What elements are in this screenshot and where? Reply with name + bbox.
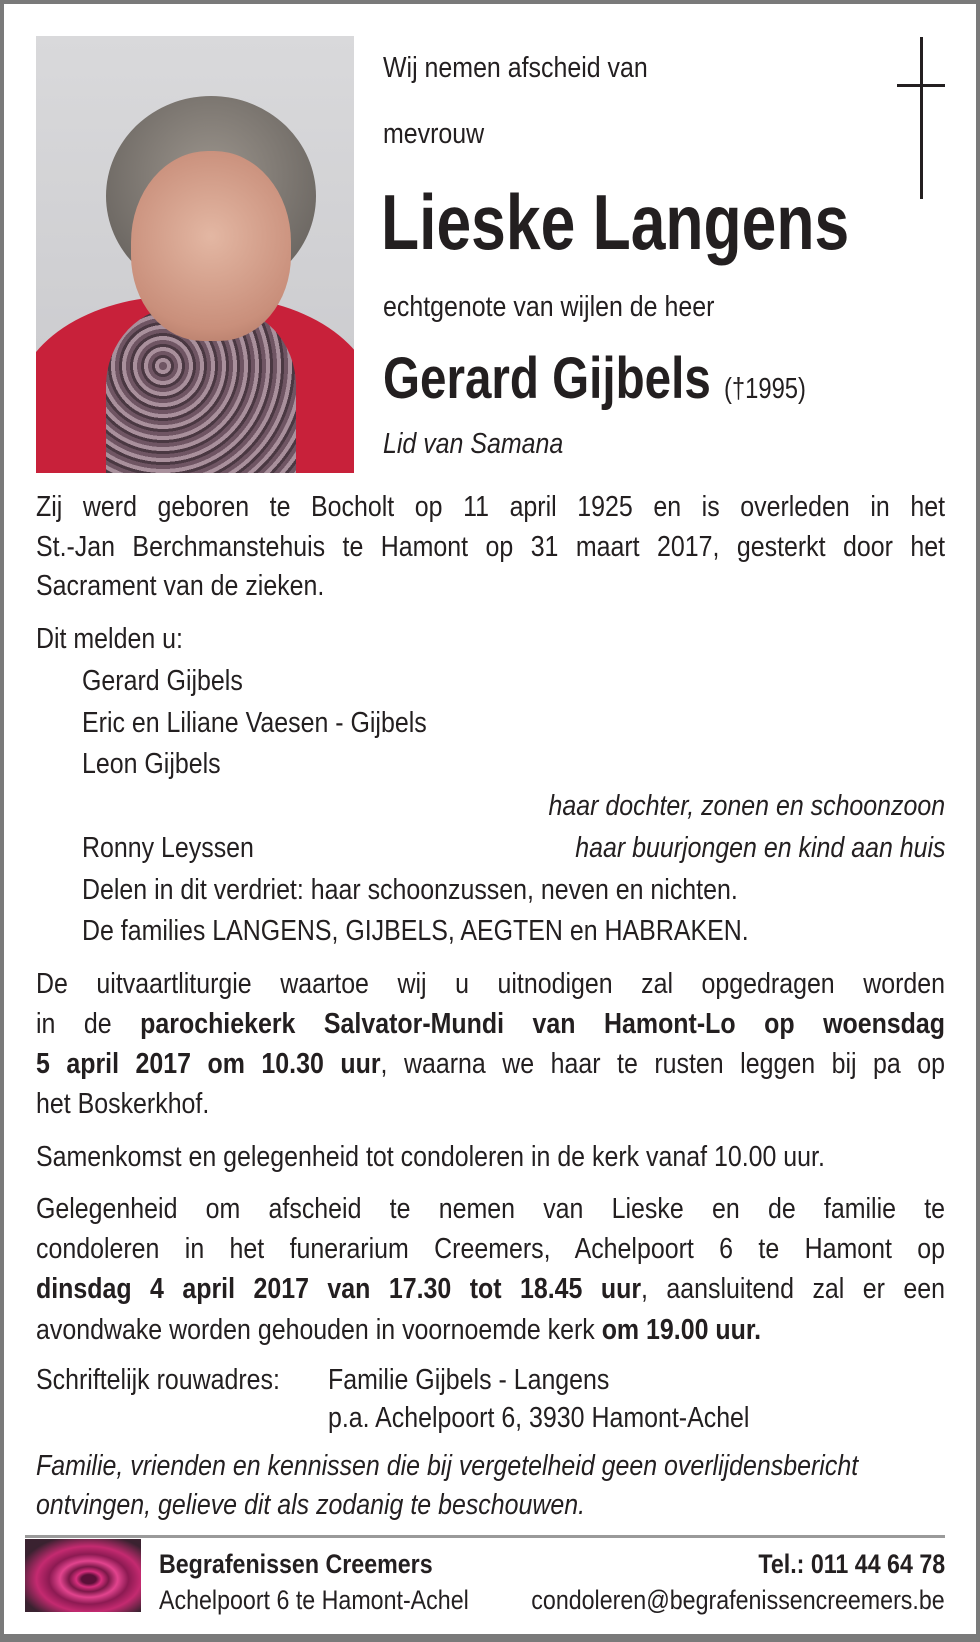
funeral-text: , waarna we haar te rusten leggen bij pa op (380, 1048, 946, 1080)
cross-icon-bar (897, 84, 945, 87)
spouse-death-year: (†1995) (723, 373, 806, 405)
title-prefix: mevrouw (383, 118, 485, 150)
cross-icon (920, 37, 923, 199)
family-role: haar dochter, zonen en schoonzoon (548, 790, 945, 822)
relation-text: echtgenote van wijlen de heer (383, 291, 715, 323)
family-name: Gerard Gijbels (82, 665, 243, 697)
shared-grief: Delen in dit verdriet: haar schoonzussen, neven en nichten. (82, 874, 738, 906)
rose-image (25, 1539, 141, 1612)
funeral-line (36, 1004, 945, 1044)
portrait-photo (36, 36, 354, 473)
neighbour-role: haar buurjongen en kind aan huis (574, 832, 945, 864)
funeral-line: De uitvaartliturgie waartoe wij u uitnodigen zal opgedragen worden (36, 968, 946, 1000)
funeral-line (36, 1044, 945, 1084)
visit-line: condoleren in het funerarium Creemers, Achelpoort 6 te Hamont op (36, 1233, 946, 1265)
gathering-text: Samenkomst en gelegenheid tot condoleren in de kerk vanaf 10.00 uur. (36, 1141, 825, 1173)
address-line: p.a. Achelpoort 6, 3930 Hamont-Achel (328, 1402, 750, 1434)
visit-text: , aansluitend zal er een (641, 1273, 946, 1305)
vigil-time: om 19.00 uur. (601, 1314, 762, 1346)
visit-line (36, 1310, 761, 1350)
membership-text: Lid van Samana (383, 428, 564, 460)
family-intro: Dit melden u: (36, 623, 183, 655)
visit-date: dinsdag 4 april 2017 van 17.30 tot 18.45 uur (36, 1273, 642, 1305)
spouse-name (383, 348, 806, 410)
company-address: Achelpoort 6 te Hamont-Achel (159, 1585, 469, 1615)
address-label: Schriftelijk rouwadres: (36, 1364, 280, 1396)
funeral-text: in de (36, 1008, 141, 1040)
footer-divider (25, 1535, 945, 1538)
family-name: Leon Gijbels (82, 748, 221, 780)
birth-line: Zij werd geboren te Bocholt op 11 april 1925 en is overleden in het (36, 491, 946, 523)
company-email[interactable]: condoleren@begrafenissencreemers.be (531, 1585, 945, 1615)
company-name: Begrafenissen Creemers (159, 1549, 433, 1579)
intro-text: Wij nemen afscheid van (383, 52, 648, 84)
address-line: Familie Gijbels - Langens (328, 1364, 610, 1396)
family-name: Eric en Liliane Vaesen - Gijbels (82, 707, 427, 739)
families-line: De families LANGENS, GIJBELS, AEGTEN en HABRAKEN. (82, 915, 749, 947)
funeral-line: het Boskerkhof. (36, 1088, 210, 1120)
visit-text: avondwake worden gehouden in voornoemde kerk (36, 1314, 602, 1346)
birth-line: St.-Jan Berchmanstehuis te Hamont op 31 maart 2017, gesterkt door het (36, 531, 946, 563)
visit-line: Gelegenheid om afscheid te nemen van Lieske en de familie te (36, 1193, 946, 1225)
neighbour-name: Ronny Leyssen (82, 832, 254, 864)
spouse-name-text: Gerard Gijbels (383, 346, 711, 411)
visit-line (36, 1269, 945, 1309)
funeral-church: parochiekerk Salvator-Mundi van Hamont-Lo op woensdag (140, 1008, 946, 1040)
birth-line: Sacrament van de zieken. (36, 570, 325, 602)
funeral-date: 5 april 2017 om 10.30 uur (36, 1048, 381, 1080)
company-phone: Tel.: 011 44 64 78 (758, 1549, 945, 1579)
notice-line: ontvingen, gelieve dit als zodanig te beschouwen. (36, 1489, 586, 1521)
notice-line: Familie, vrienden en kennissen die bij vergetelheid geen overlijdensbericht (36, 1450, 859, 1482)
deceased-name: Lieske Langens (381, 178, 850, 266)
